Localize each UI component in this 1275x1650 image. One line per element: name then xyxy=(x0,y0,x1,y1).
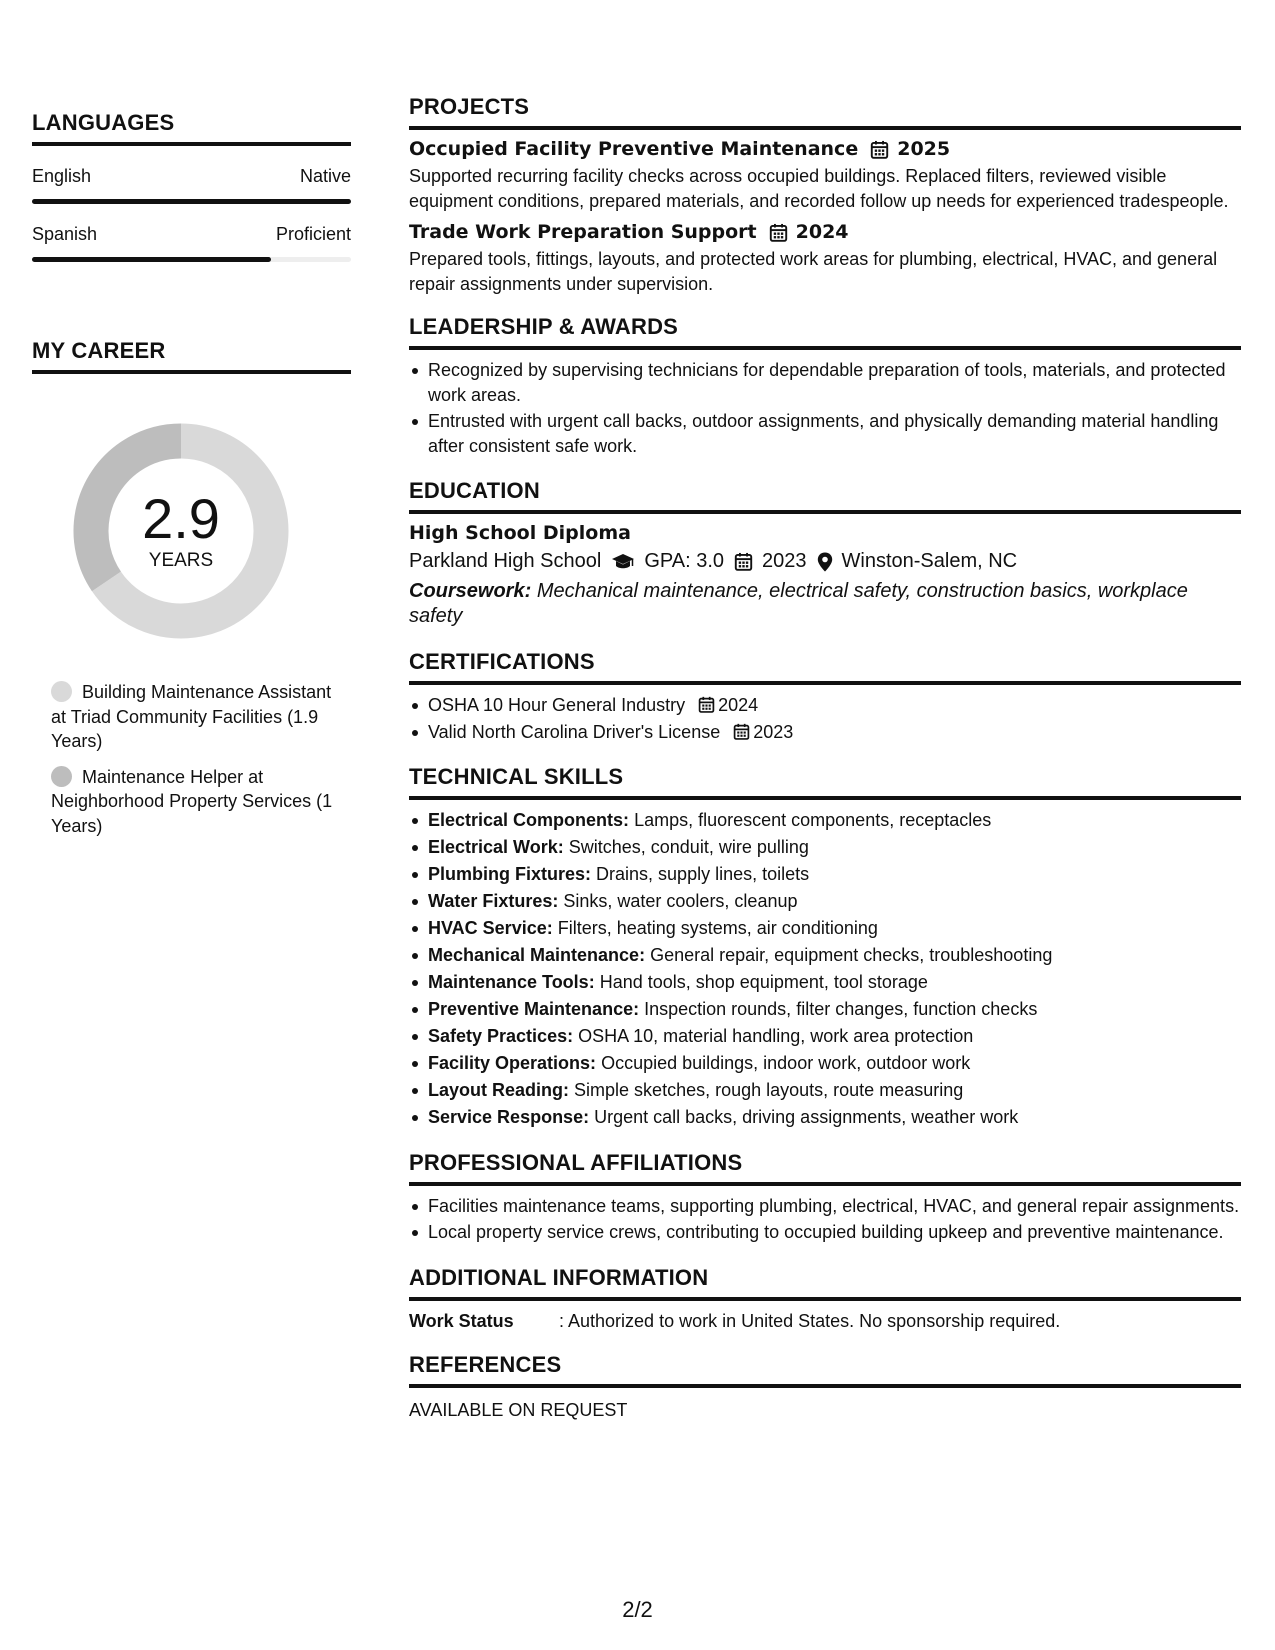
work-status-value: : Authorized to work in United States. No sponsorship required. xyxy=(559,1310,1061,1331)
skill-value: OSHA 10, material handling, work area protection xyxy=(578,1026,974,1046)
skill-value: Drains, supply lines, toilets xyxy=(596,864,810,884)
skill-label: Service Response: xyxy=(428,1107,590,1127)
career-legend-label: Maintenance Helper at Neighborhood Property Services (1 Years) xyxy=(51,766,333,836)
skill-value: General repair, equipment checks, troubleshooting xyxy=(650,945,1053,965)
sidebar xyxy=(32,110,351,849)
career-legend-item xyxy=(51,680,351,754)
skill-value: Inspection rounds, filter changes, function checks xyxy=(644,999,1038,1019)
education-heading: EDUCATION xyxy=(409,478,1241,514)
skill-value: Lamps, fluorescent components, receptacles xyxy=(634,810,992,830)
skill-label: Preventive Maintenance: xyxy=(428,999,640,1019)
skill-item xyxy=(409,1105,1241,1130)
calendar-icon xyxy=(769,223,788,242)
list-item: Local property service crews, contributing to occupied building upkeep and preventive maintenance. xyxy=(409,1220,1241,1245)
list-item: Facilities maintenance teams, supporting plumbing, electrical, HVAC, and general repair assignments. xyxy=(409,1194,1241,1219)
skills-section xyxy=(409,764,1241,1130)
skill-item xyxy=(409,835,1241,860)
languages-section xyxy=(32,110,351,262)
leadership-section xyxy=(409,314,1241,458)
skill-value: Occupied buildings, indoor work, outdoor work xyxy=(601,1053,971,1073)
language-proficiency-bar xyxy=(32,199,351,204)
project-item xyxy=(409,138,1241,213)
certification-year: 2023 xyxy=(753,721,794,742)
certification-item xyxy=(409,693,1241,718)
language-proficiency-fill xyxy=(32,257,271,262)
references-heading: REFERENCES xyxy=(409,1352,1241,1388)
skill-item xyxy=(409,997,1241,1022)
additional-section xyxy=(409,1265,1241,1332)
coursework-label: Coursework: xyxy=(409,580,532,602)
skill-value: Sinks, water coolers, cleanup xyxy=(563,891,798,911)
language-level: Proficient xyxy=(275,224,351,244)
calendar-icon xyxy=(698,696,715,713)
skill-value: Filters, heating systems, air conditioning xyxy=(557,918,878,938)
career-donut-chart xyxy=(66,416,296,646)
skill-item xyxy=(409,970,1241,995)
education-gpa: GPA: 3.0 xyxy=(644,550,725,572)
projects-section xyxy=(409,94,1241,296)
skill-item xyxy=(409,862,1241,887)
references-text: AVAILABLE ON REQUEST xyxy=(409,1399,628,1420)
affiliations-section xyxy=(409,1150,1241,1245)
graduation-cap-icon xyxy=(611,553,635,571)
list-item: Entrusted with urgent call backs, outdoor assignments, and physically demanding material handling after consistent safe work. xyxy=(409,409,1241,458)
career-legend-item xyxy=(51,765,351,839)
list-item: Recognized by supervising technicians for dependable preparation of tools, materials, and protected work areas. xyxy=(409,358,1241,407)
skill-label: Facility Operations: xyxy=(428,1053,597,1073)
additional-heading: ADDITIONAL INFORMATION xyxy=(409,1265,1241,1301)
project-year: 2025 xyxy=(897,138,951,160)
language-item xyxy=(32,166,351,204)
skill-item xyxy=(409,808,1241,833)
skill-label: Electrical Components: xyxy=(428,810,630,830)
skills-heading: TECHNICAL SKILLS xyxy=(409,764,1241,800)
language-name: English xyxy=(32,166,92,186)
certifications-heading: CERTIFICATIONS xyxy=(409,649,1241,685)
project-year: 2024 xyxy=(795,221,849,243)
project-description: Prepared tools, fittings, layouts, and protected work areas for plumbing, electrical, HVAC, and general repair assignments under supervision. xyxy=(409,249,1218,294)
career-total-years: 2.9 xyxy=(142,487,220,550)
page-number: 2/2 xyxy=(622,1597,653,1622)
affiliations-heading: PROFESSIONAL AFFILIATIONS xyxy=(409,1150,1241,1186)
skill-label: Plumbing Fixtures: xyxy=(428,864,592,884)
language-proficiency-fill xyxy=(32,199,351,204)
career-total-unit: YEARS xyxy=(148,550,214,571)
skill-label: Layout Reading: xyxy=(428,1080,570,1100)
education-school: Parkland High School xyxy=(409,550,602,572)
project-name: Occupied Facility Preventive Maintenance xyxy=(409,138,859,160)
language-proficiency-bar xyxy=(32,257,351,262)
skill-value: Switches, conduit, wire pulling xyxy=(568,837,809,857)
language-level: Native xyxy=(299,166,351,186)
certification-name: OSHA 10 Hour General Industry xyxy=(428,695,686,715)
references-section xyxy=(409,1352,1241,1423)
skill-item xyxy=(409,943,1241,968)
calendar-icon xyxy=(733,723,750,740)
career-legend xyxy=(32,680,351,838)
languages-heading: LANGUAGES xyxy=(32,110,351,146)
career-legend-label: Building Maintenance Assistant at Triad Community Facilities (1.9 Years) xyxy=(51,682,332,751)
legend-dot xyxy=(51,681,72,702)
certification-year: 2024 xyxy=(718,695,759,715)
skill-label: Water Fixtures: xyxy=(428,891,559,911)
education-year: 2023 xyxy=(762,550,807,572)
calendar-icon xyxy=(870,140,889,159)
language-item xyxy=(32,224,351,262)
skill-item xyxy=(409,1078,1241,1103)
project-name: Trade Work Preparation Support xyxy=(409,221,757,243)
skill-value: Urgent call backs, driving assignments, weather work xyxy=(594,1107,1019,1127)
projects-heading: PROJECTS xyxy=(409,94,1241,130)
skill-label: Safety Practices: xyxy=(428,1026,574,1046)
education-degree: High School Diploma xyxy=(409,522,631,544)
skill-item xyxy=(409,916,1241,941)
skills-list xyxy=(409,808,1241,1130)
education-coursework xyxy=(409,579,1241,629)
education-section xyxy=(409,478,1241,629)
certifications-section xyxy=(409,649,1241,744)
certification-name: Valid North Carolina Driver's License xyxy=(428,721,721,742)
skill-label: Maintenance Tools: xyxy=(428,972,595,992)
leadership-heading: LEADERSHIP & AWARDS xyxy=(409,314,1241,350)
language-name: Spanish xyxy=(32,224,98,244)
certification-item xyxy=(409,720,1241,745)
coursework-text: Mechanical maintenance, electrical safety, construction basics, workplace safety xyxy=(409,580,1188,627)
location-pin-icon xyxy=(817,552,833,572)
education-location: Winston-Salem, NC xyxy=(841,550,1018,572)
project-item xyxy=(409,221,1241,296)
calendar-icon xyxy=(734,552,753,571)
skill-value: Hand tools, shop equipment, tool storage xyxy=(599,972,928,992)
main-content xyxy=(409,94,1241,1442)
skill-item xyxy=(409,1051,1241,1076)
skill-label: HVAC Service: xyxy=(428,918,553,938)
work-status-label: Work Status xyxy=(409,1310,514,1331)
skill-item xyxy=(409,889,1241,914)
skill-item xyxy=(409,1024,1241,1049)
legend-dot xyxy=(51,766,72,787)
career-heading: MY CAREER xyxy=(32,338,351,374)
skill-label: Mechanical Maintenance: xyxy=(428,945,646,965)
skill-value: Simple sketches, rough layouts, route measuring xyxy=(574,1080,964,1100)
career-section xyxy=(32,338,351,838)
project-description: Supported recurring facility checks across occupied buildings. Replaced filters, reviewed visible equipment conditions, prepared materials, and recorded follow up needs for experienced tradespeople. xyxy=(409,166,1229,211)
skill-label: Electrical Work: xyxy=(428,837,564,857)
